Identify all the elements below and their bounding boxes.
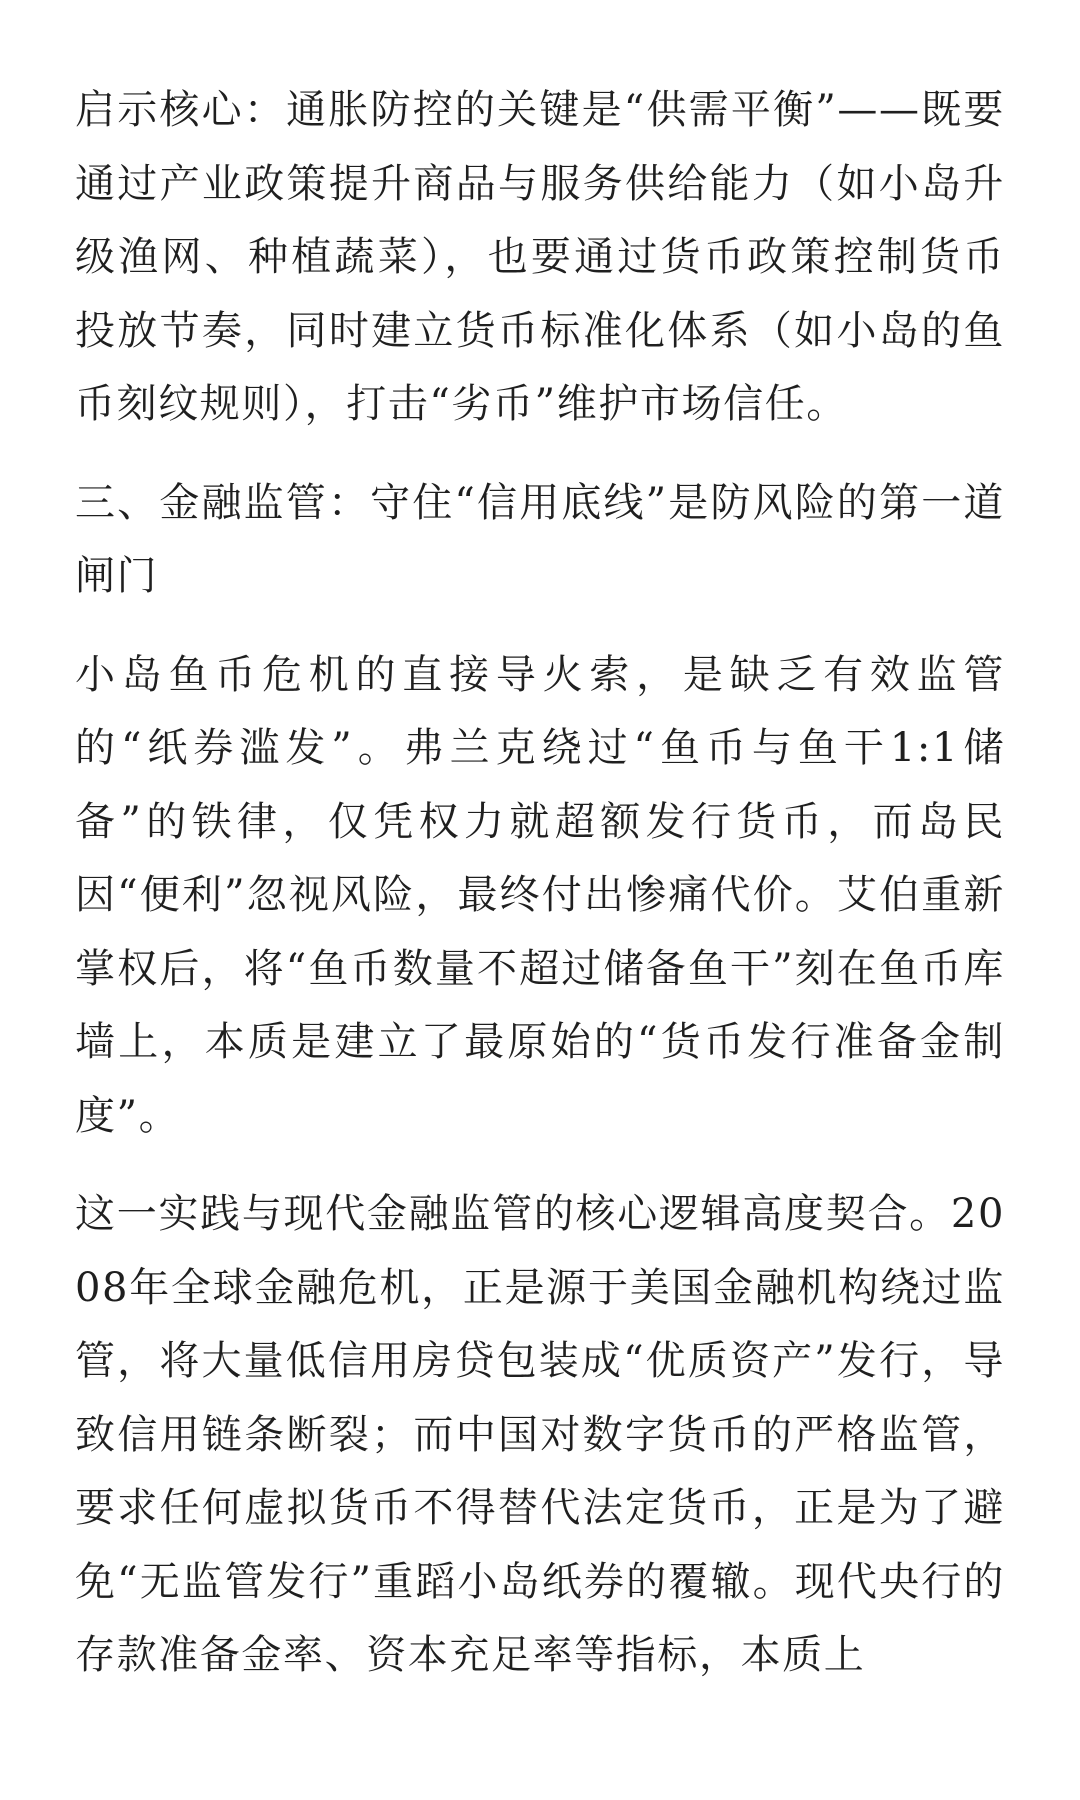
section-heading-financial-regulation: 三、金融监管：守住“信用底线”是防风险的第一道闸门	[75, 479, 1005, 599]
paragraph-fish-coin-crisis: 小岛鱼币危机的直接导火索，是缺乏有效监管的“纸券滥发”。弗兰克绕过“鱼币与鱼干1:1储备”的铁律，仅凭权力就超额发行货币，而岛民因“便利”忽视风险，最终付出惨痛代价。艾伯重新掌权后，将“鱼币数量不超过储备鱼干”刻在鱼币库墙上，本质是建立了最原始的“货币发行准备金制度”。	[75, 651, 1005, 1139]
article-body	[75, 74, 1005, 1718]
paragraph-inspiration-core: 启示核心：通胀防控的关键是“供需平衡”——既要通过产业政策提升商品与服务供给能力（如小岛升级渔网、种植蔬菜），也要通过货币政策控制货币投放节奏，同时建立货币标准化体系（如小岛的鱼币刻纹规则），打击“劣币”维护市场信任。	[75, 87, 1005, 427]
paragraph-modern-regulation: 这一实践与现代金融监管的核心逻辑高度契合。2008年全球金融危机，正是源于美国金融机构绕过监管，将大量低信用房贷包装成“优质资产”发行，导致信用链条断裂；而中国对数字货币的严格监管，要求任何虚拟货币不得替代法定货币，正是为了避免“无监管发行”重蹈小岛纸券的覆辙。现代央行的存款准备金率、资本充足率等指标，本质上	[75, 1191, 1005, 1678]
